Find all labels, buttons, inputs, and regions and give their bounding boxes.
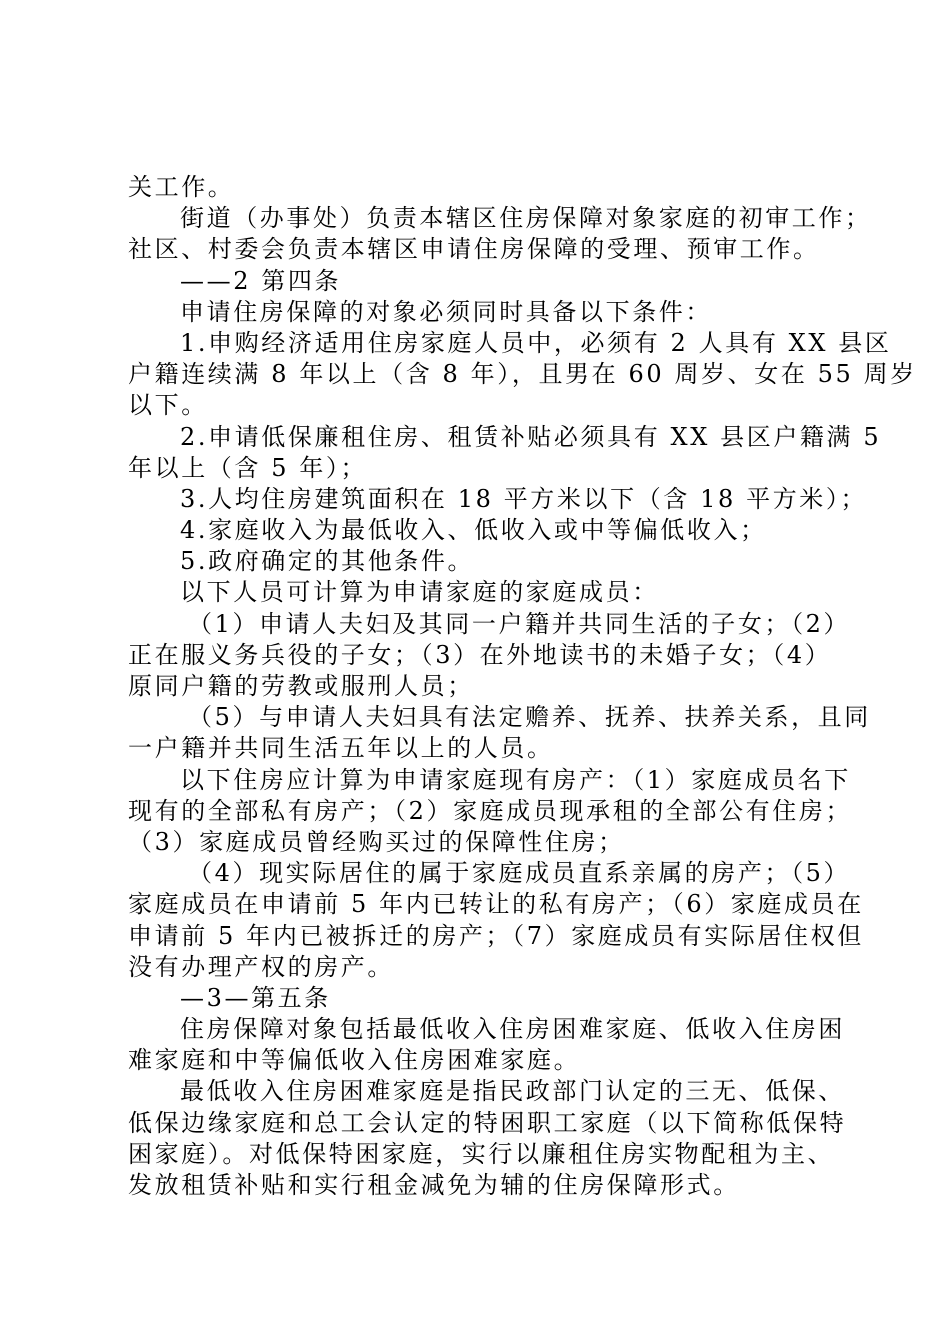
text-line: 街道（办事处）负责本辖区住房保障对象家庭的初审工作； (180, 204, 872, 233)
text-line: 正在服义务兵役的子女；（3）在外地读书的未婚子女；（4） (128, 640, 832, 669)
text-line: ——2 第四条 (180, 266, 342, 295)
text-line: 以下住房应计算为申请家庭现有房产：（1）家庭成员名下 (180, 765, 851, 794)
text-line: 一户籍并共同生活五年以上的人员。 (128, 734, 554, 763)
text-line: 申请前 5 年内已被拆迁的房产；（7）家庭成员有实际居住权但 (128, 921, 864, 950)
text-line: 关工作。 (128, 173, 235, 201)
text-line: 原同户籍的劳教或服刑人员； (128, 672, 474, 700)
text-line: （4）现实际居住的属于家庭成员直系亲属的房产；（5） (188, 859, 851, 888)
text-line: 家庭成员在申请前 5 年内已转让的私有房产；（6）家庭成员在 (128, 890, 864, 919)
text-line: 以下人员可计算为申请家庭的家庭成员： (180, 578, 659, 607)
text-line: 现有的全部私有房产；（2）家庭成员现承租的全部公有住房； (128, 796, 853, 825)
text-line: 最低收入住房困难家庭是指民政部门认定的三无、低保、 (180, 1077, 845, 1106)
text-line: 5.政府确定的其他条件。 (180, 547, 475, 576)
text-line: 年以上（含 5 年）； (128, 453, 368, 482)
text-line: 住房保障对象包括最低收入住房困难家庭、低收入住房困 (180, 1015, 845, 1044)
text-line: 发放租赁补贴和实行租金减免为辅的住房保障形式。 (128, 1171, 740, 1199)
text-line: 社区、村委会负责本辖区申请住房保障的受理、预审工作。 (128, 235, 820, 264)
text-line: 申请住房保障的对象必须同时具备以下条件： (180, 297, 712, 326)
text-line: —3—第五条 (180, 983, 331, 1012)
text-line: 2.申请低保廉租住房、租赁补贴必须具有 XX 县区户籍满 5 (180, 422, 882, 451)
text-line: 以下。 (128, 391, 208, 420)
text-line: 3.人均住房建筑面积在 18 平方米以下（含 18 平方米）； (180, 484, 868, 513)
text-line: （5）与申请人夫妇具有法定赡养、抚养、扶养关系，且同 (188, 703, 871, 732)
text-line: 4.家庭收入为最低收入、低收入或中等偏低收入； (180, 516, 767, 545)
text-line: 1.申购经济适用住房家庭人员中，必须有 2 人具有 XX 县区 (180, 328, 892, 357)
document-body (128, 172, 917, 1201)
text-line: 难家庭和中等偏低收入住房困难家庭。 (128, 1046, 581, 1075)
text-line: 没有办理产权的房产。 (128, 952, 394, 981)
text-line: （3）家庭成员曾经购买过的保障性住房； (128, 827, 625, 856)
text-line: 低保边缘家庭和总工会认定的特困职工家庭（以下简称低保特 (128, 1108, 847, 1137)
text-line: 困家庭）。对低保特困家庭，实行以廉租住房实物配租为主、 (128, 1139, 835, 1168)
text-line: 户籍连续满 8 年以上（含 8 年），且男在 60 周岁、女在 55 周岁 (128, 360, 917, 389)
text-line: （1）申请人夫妇及其同一户籍并共同生活的子女；（2） (188, 609, 851, 638)
